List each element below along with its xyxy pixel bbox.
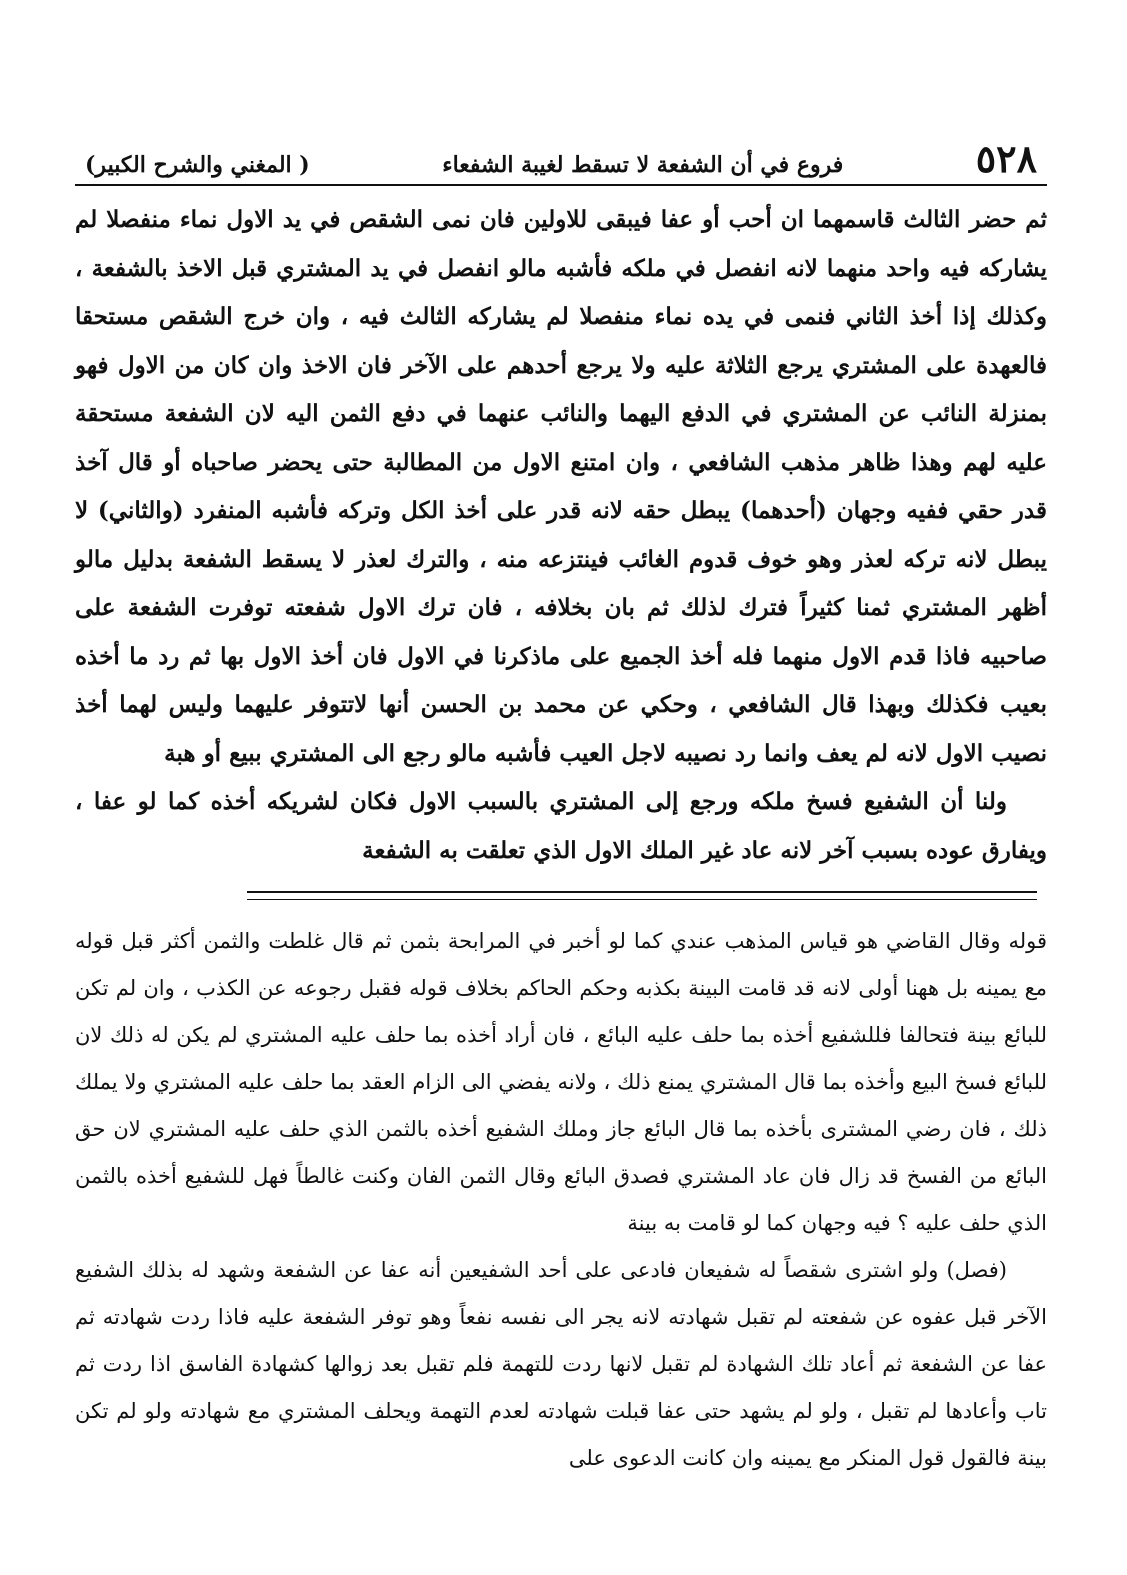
main-text	[75, 196, 1047, 875]
running-title: فروع في أن الشفعة لا تسقط لغيبة الشفعاء	[442, 152, 844, 178]
commentary-text	[75, 918, 1047, 1482]
commentary-paragraph: قوله وقال القاضي هو قياس المذهب عندي كما لو أخبر في المرابحة بثمن ثم قال غلطت والثمن أكثر قبل قوله مع يمينه بل ههنا أولى لانه قد قامت البينة بكذبه وحكم الحاكم بخلاف قوله فقبل رجوعه عن الكذب ، وان لم تكن للبائع بينة فتحالفا فللشفيع أخذه بما حلف عليه البائع ، فان أراد أخذه بما حلف عليه المشتري لم يكن له ذلك لان للبائع فسخ البيع وأخذه بما قال المشتري يمنع ذلك ، ولانه يفضي الى الزام العقد بما حلف عليه المشتري ولا يملك ذلك ، فان رضي المشترى بأخذه بما قال البائع جاز وملك الشفيع أخذه بالثمن الذي حلف عليه المشتري لان حق البائع من الفسخ قد زال فان عاد المشتري فصدق البائع وقال الثمن الفان وكنت غالطاً فهل للشفيع أخذه بالثمن الذي حلف عليه ؟ فيه وجهان كما لو قامت به بينة	[75, 929, 1047, 1235]
page-number: ٥٢٨	[975, 136, 1037, 181]
section-divider	[247, 891, 1037, 900]
main-paragraph: ثم حضر الثالث قاسمهما ان أحب أو عفا فيبقى للاولين فان نمى الشقص في يد الاول نماء منفصلا لم يشاركه فيه واحد منهما لانه انفصل في ملكه فأشبه مالو انفصل في يد المشتري قبل الاخذ بالشفعة ، وكذلك إذا أخذ الثاني فنمى في يده نماء منفصلا لم يشاركه الثالث فيه ، وان خرج الشقص مستحقا فالعهدة على المشتري يرجع الثلاثة عليه ولا يرجع أحدهم على الآخر فان الاخذ وان كان من الاول فهو بمنزلة النائب عن المشتري في الدفع اليهما والنائب عنهما في دفع الثمن اليه لان الشفعة مستحقة عليه لهم وهذا ظاهر مذهب الشافعي ، وان امتنع الاول من المطالبة حتى يحضر صاحباه أو قال آخذ قدر حقي ففيه وجهان (أحدهما) يبطل حقه لانه قدر على أخذ الكل وتركه فأشبه المنفرد (والثاني) لا يبطل لانه تركه لعذر وهو خوف قدوم الغائب فينتزعه منه ، والترك لعذر لا يسقط الشفعة بدليل مالو أظهر المشتري ثمنا كثيراً فترك لذلك ثم بان بخلافه ، فان ترك الاول شفعته توفرت الشفعة على صاحبيه فاذا قدم الاول منهما فله أخذ الجميع على ماذكرنا في الاول فان أخذ الاول بها ثم رد ما أخذه بعيب فكذلك وبهذا قال الشافعي ، وحكي عن محمد بن الحسن أنها لاتتوفر عليهما وليس لهما أخذ نصيب الاول لانه لم يعف وانما رد نصيبه لاجل العيب فأشبه مالو رجع الى المشتري ببيع أو هبة	[75, 206, 1047, 767]
commentary-paragraph: (فصل) ولو اشترى شقصاً له شفيعان فادعى على أحد الشفيعين أنه عفا عن الشفعة وشهد له بذلك الشفيع الآخر قبل عفوه عن شفعته لم تقبل شهادته لانه يجر الى نفسه نفعاً وهو توفر الشفعة عليه فاذا ردت شهادته ثم عفا عن الشفعة ثم أعاد تلك الشهادة لم تقبل لانها ردت للتهمة فلم تقبل بعد زوالها كشهادة الفاسق اذا ردت ثم تاب وأعادها لم تقبل ، ولو لم يشهد حتى عفا قبلت شهادته لعدم التهمة ويحلف المشتري مع شهادته ولو لم تكن بينة فالقول قول المنكر مع يمينه وان كانت الدعوى على	[75, 1258, 1047, 1470]
book-title: ( المغني والشرح الكبير)	[85, 152, 310, 178]
main-paragraph: ولنا أن الشفيع فسخ ملكه ورجع إلى المشتري بالسبب الاول فكان لشريكه أخذه كما لو عفا ، ويفارق عوده بسبب آخر لانه عاد غير الملك الاول الذي تعلقت به الشفعة	[75, 788, 1047, 864]
book-page	[75, 136, 1047, 1482]
page-header	[75, 136, 1047, 186]
